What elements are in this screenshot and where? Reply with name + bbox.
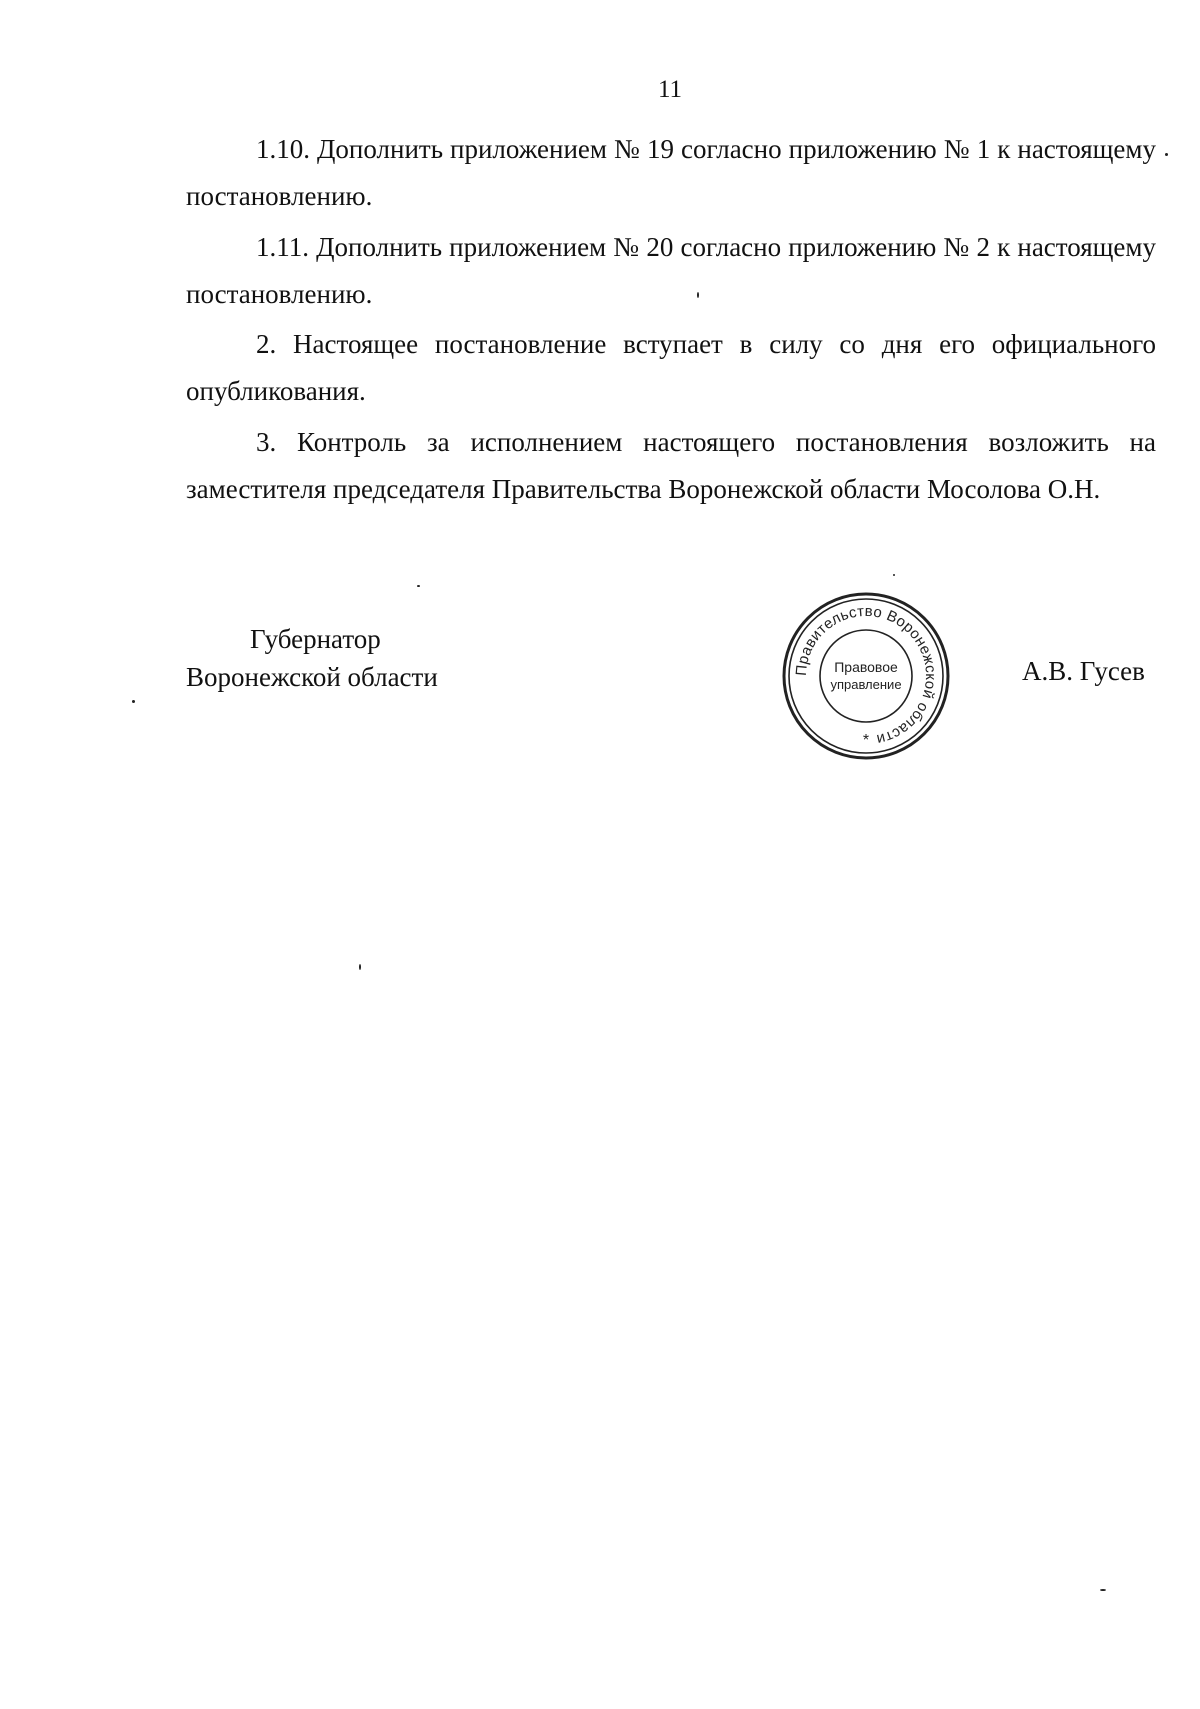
- signatory-title-line1: Губернатор: [250, 624, 381, 654]
- stamp-star-mark: *: [862, 732, 870, 749]
- page-number: 11: [657, 76, 683, 103]
- paragraph-1-10: 1.10. Дополнить приложением № 19 согласно приложению № 1 к настоящему постановлению.: [186, 134, 1156, 211]
- stamp-ring-text: Правительство Воронежской области: [792, 602, 940, 749]
- scan-speck: [697, 292, 699, 298]
- paragraph-3: 3. Контроль за исполнением настоящего постановления возложить на заместителя председателя Правительства Воронежской области Мосолова О.Н.: [186, 427, 1156, 504]
- scan-speck: [132, 700, 135, 703]
- stamp-inner-ring: [820, 630, 912, 722]
- stamp-center-line1: Правовое: [834, 659, 898, 675]
- signatory-name: А.В. Гусев: [1022, 656, 1145, 686]
- scan-speck: [359, 964, 361, 970]
- scan-speck: [417, 585, 420, 587]
- scan-speck: [1100, 1589, 1106, 1591]
- paragraph-2: 2. Настоящее постановление вступает в силу со дня его официального опубликования.: [186, 329, 1156, 406]
- scan-speck: [1165, 153, 1168, 156]
- seal-stamp: [780, 590, 952, 762]
- svg-text:Правительство Воронежской обла: [793, 603, 939, 748]
- stamp-outer-ring-inner: [789, 599, 943, 753]
- signatory-title: [186, 620, 438, 696]
- scan-speck: [893, 574, 895, 576]
- stamp-center-line2: управление: [830, 677, 902, 692]
- signatory-title-line2: Воронежской области: [186, 662, 438, 692]
- paragraph-1-11: 1.11. Дополнить приложением № 20 согласно приложению № 2 к настоящему постановлению.: [186, 232, 1156, 309]
